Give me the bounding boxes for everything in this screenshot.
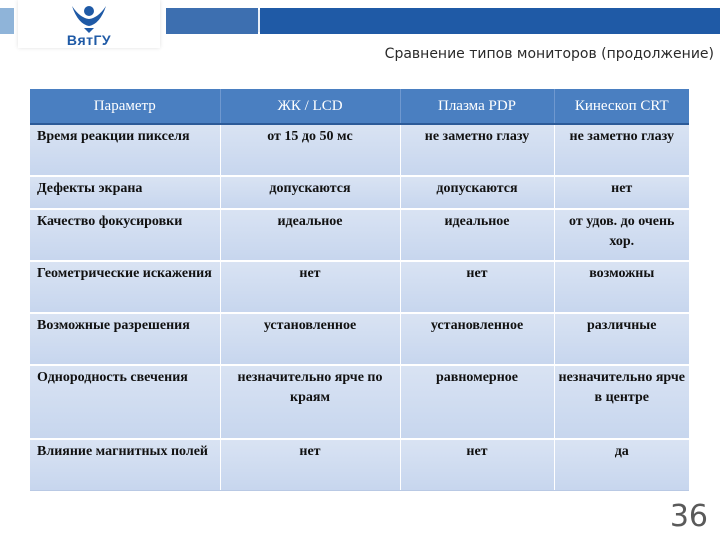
table-row <box>30 439 689 491</box>
table-header-row <box>30 89 689 124</box>
table-row <box>30 209 689 261</box>
header-band-left <box>0 8 14 34</box>
crt-cell: различные <box>554 313 689 365</box>
bird-emblem-icon <box>68 2 110 34</box>
crt-cell: не заметно глазу <box>554 124 689 176</box>
crt-cell: нет <box>554 176 689 209</box>
parameter-cell: Дефекты экрана <box>30 176 220 209</box>
lcd-cell: незначительно ярче по краям <box>220 365 400 439</box>
page-number: 36 <box>669 499 708 534</box>
lcd-cell: нет <box>220 261 400 313</box>
pdp-cell: нет <box>400 439 554 491</box>
lcd-cell: нет <box>220 439 400 491</box>
comparison-table <box>30 89 689 491</box>
header-lcd: ЖК / LCD <box>220 89 400 124</box>
header-parameter: Параметр <box>30 89 220 124</box>
crt-cell: да <box>554 439 689 491</box>
pdp-cell: идеальное <box>400 209 554 261</box>
table-row <box>30 313 689 365</box>
crt-cell: от удов. до очень хор. <box>554 209 689 261</box>
logo-text: ВятГУ <box>66 32 112 48</box>
pdp-cell: нет <box>400 261 554 313</box>
table-row <box>30 176 689 209</box>
header-pdp: Плазма PDP <box>400 89 554 124</box>
table-row <box>30 124 689 176</box>
table-row <box>30 365 689 439</box>
pdp-cell: допускаются <box>400 176 554 209</box>
parameter-cell: Качество фокусировки <box>30 209 220 261</box>
parameter-cell: Возможные разрешения <box>30 313 220 365</box>
comparison-table-container <box>30 89 689 491</box>
university-logo <box>18 0 160 48</box>
slide-title: Сравнение типов мониторов (продолжение) <box>384 46 714 62</box>
lcd-cell: идеальное <box>220 209 400 261</box>
crt-cell: незначительно ярче в центре <box>554 365 689 439</box>
header-band-right <box>260 8 720 34</box>
pdp-cell: равномерное <box>400 365 554 439</box>
parameter-cell: Геометрические искажения <box>30 261 220 313</box>
lcd-cell: от 15 до 50 мс <box>220 124 400 176</box>
pdp-cell: установленное <box>400 313 554 365</box>
table-row <box>30 261 689 313</box>
parameter-cell: Влияние магнитных полей <box>30 439 220 491</box>
parameter-cell: Время реакции пикселя <box>30 124 220 176</box>
crt-cell: возможны <box>554 261 689 313</box>
lcd-cell: установленное <box>220 313 400 365</box>
parameter-cell: Однородность свечения <box>30 365 220 439</box>
header-crt: Кинескоп CRT <box>554 89 689 124</box>
header-band-middle <box>166 8 258 34</box>
lcd-cell: допускаются <box>220 176 400 209</box>
pdp-cell: не заметно глазу <box>400 124 554 176</box>
